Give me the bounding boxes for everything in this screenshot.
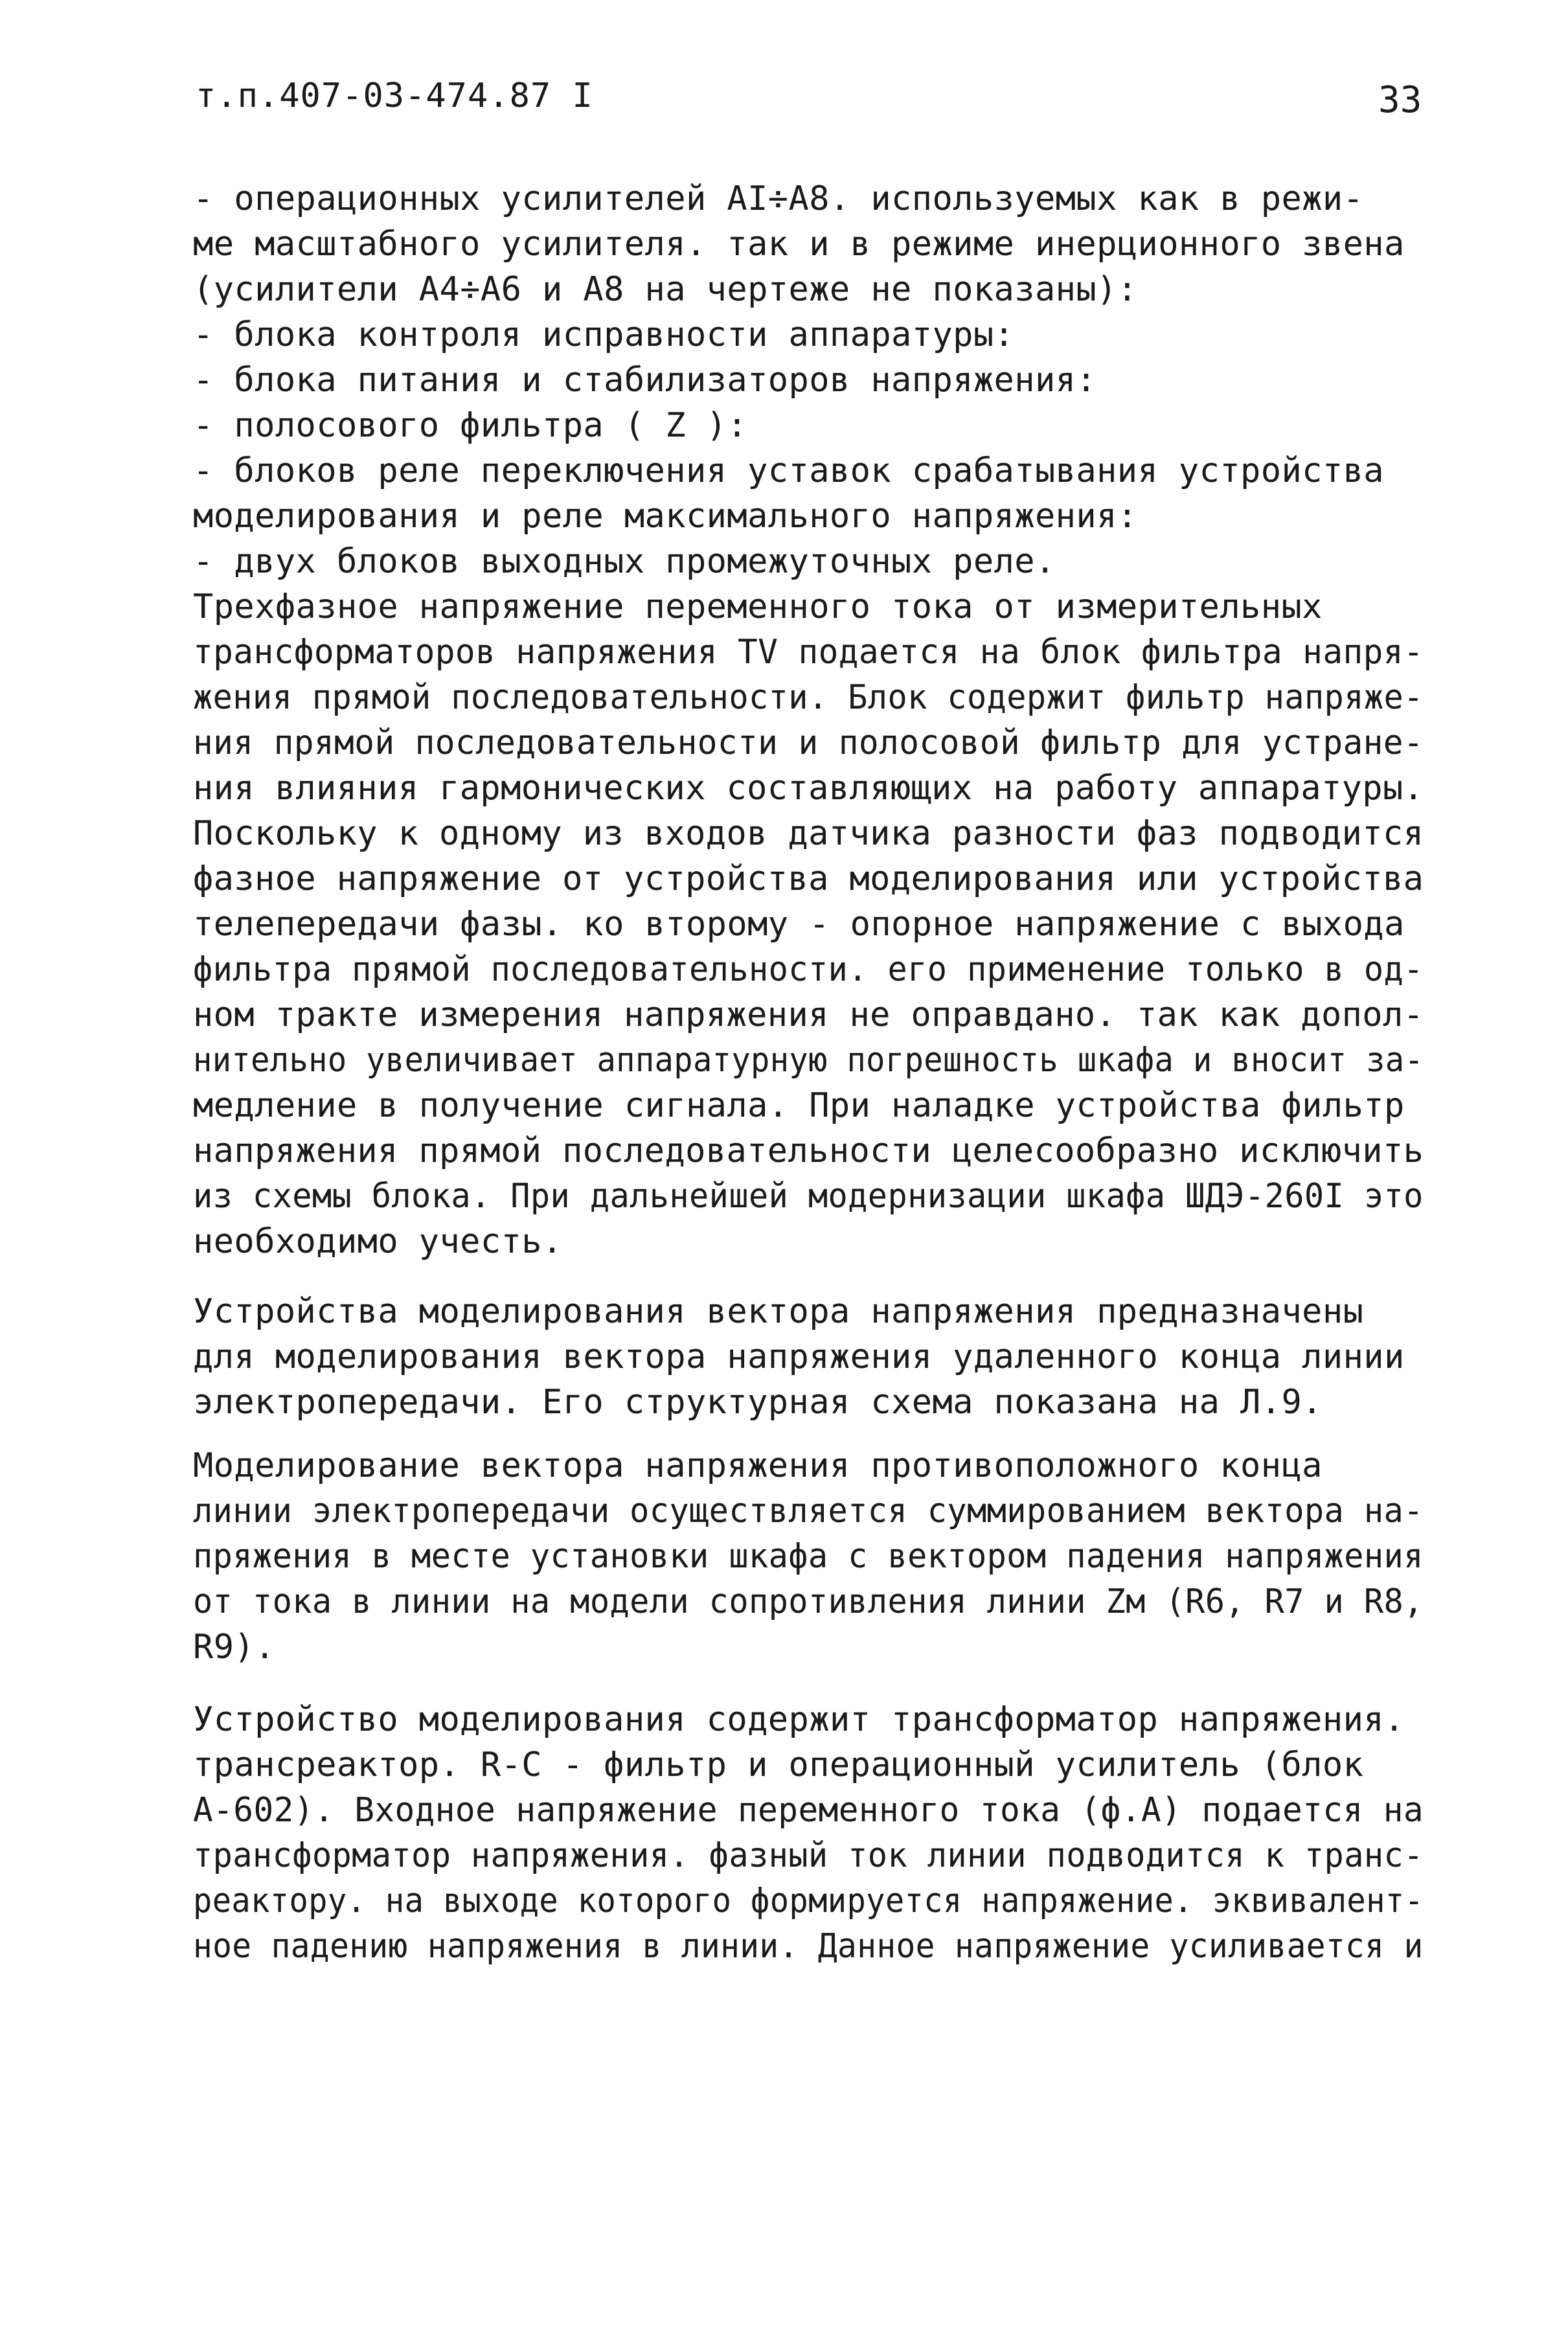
- text-line: - блока питания и стабилизаторов напряжения:: [193, 361, 1097, 400]
- text-line: телепередачи фазы. ко второму - опорное напряжение с выхода: [193, 905, 1405, 944]
- text-line: А-602). Входное напряжение переменного тока (ф.А) подается на: [193, 1791, 1424, 1830]
- text-line: Устройства моделирования вектора напряжения предназначены: [193, 1292, 1364, 1331]
- text-line: - блока контроля исправности аппаратуры:: [193, 315, 1015, 354]
- text-line: трансформатор напряжения. фазный ток линии подводится к транс-: [193, 1836, 1424, 1875]
- text-line: ме масштабного усилителя. так и в режиме инерционного звена: [193, 225, 1405, 264]
- page-number: 33: [1378, 79, 1422, 121]
- text-line: медление в получение сигнала. При наладке устройства фильтр: [193, 1086, 1405, 1125]
- text-line: моделирования и реле максимального напряжения:: [193, 497, 1138, 536]
- text-line: жения прямой последовательности. Блок содержит фильтр напряже-: [193, 678, 1424, 717]
- text-line: - блоков реле переключения уставок срабатывания устройства: [193, 451, 1384, 490]
- text-line: реактору. на выходе которого формируется напряжение. эквивалент-: [193, 1882, 1424, 1920]
- text-line: напряжения прямой последовательности целесообразно исключить: [193, 1132, 1424, 1170]
- text-line: нительно увеличивает аппаратурную погрешность шкафа и вносит за-: [193, 1041, 1424, 1080]
- text-line: ном тракте измерения напряжения не оправдано. так как допол-: [193, 996, 1424, 1034]
- text-line: фильтра прямой последовательности. его применение только в од-: [193, 950, 1424, 989]
- text-line: трансреактор. R-C - фильтр и операционный усилитель (блок: [193, 1746, 1364, 1784]
- text-line: трансформаторов напряжения TV подается на блок фильтра напря-: [193, 633, 1424, 672]
- text-line: Поскольку к одному из входов датчика разности фаз подводится: [193, 814, 1424, 853]
- text-line: для моделирования вектора напряжения удаленного конца линии: [193, 1337, 1405, 1376]
- text-line: необходимо учесть.: [193, 1222, 563, 1261]
- text-line: фазное напряжение от устройства моделирования или устройства: [193, 859, 1424, 898]
- text-line: Трехфазное напряжение переменного тока от измерительных: [193, 587, 1323, 626]
- document-code: т.п.407-03-474.87 I: [196, 76, 593, 115]
- text-line: Устройство моделирования содержит трансформатор напряжения.: [193, 1700, 1405, 1739]
- text-line: (усилители А4÷А6 и А8 на чертеже не показаны):: [193, 270, 1138, 309]
- text-line: из схемы блока. При дальнейшей модернизации шкафа ШДЭ-260I это: [193, 1177, 1424, 1216]
- text-line: ния прямой последовательности и полосовой фильтр для устране-: [193, 723, 1424, 762]
- text-line: пряжения в месте установки шкафа с вектором падения напряжения: [193, 1537, 1424, 1576]
- text-line: ное падению напряжения в линии. Данное напряжение усиливается и: [193, 1927, 1424, 1966]
- text-line: Моделирование вектора напряжения противоположного конца: [193, 1446, 1323, 1485]
- text-line: - двух блоков выходных промежуточных реле.: [193, 542, 1056, 581]
- text-line: линии электропередачи осуществляется суммированием вектора на-: [193, 1492, 1424, 1531]
- text-line: от тока в линии на модели сопротивления линии Zм (R6, R7 и R8,: [193, 1582, 1424, 1621]
- text-line: электропередачи. Его структурная схема показана на Л.9.: [193, 1383, 1323, 1422]
- text-line: - операционных усилителей AI÷A8. используемых как в режи-: [193, 179, 1364, 218]
- text-line: R9).: [193, 1628, 275, 1667]
- text-line: - полосового фильтра ( Z ):: [193, 406, 748, 445]
- text-line: ния влияния гармонических составляющих на работу аппаратуры.: [193, 769, 1424, 808]
